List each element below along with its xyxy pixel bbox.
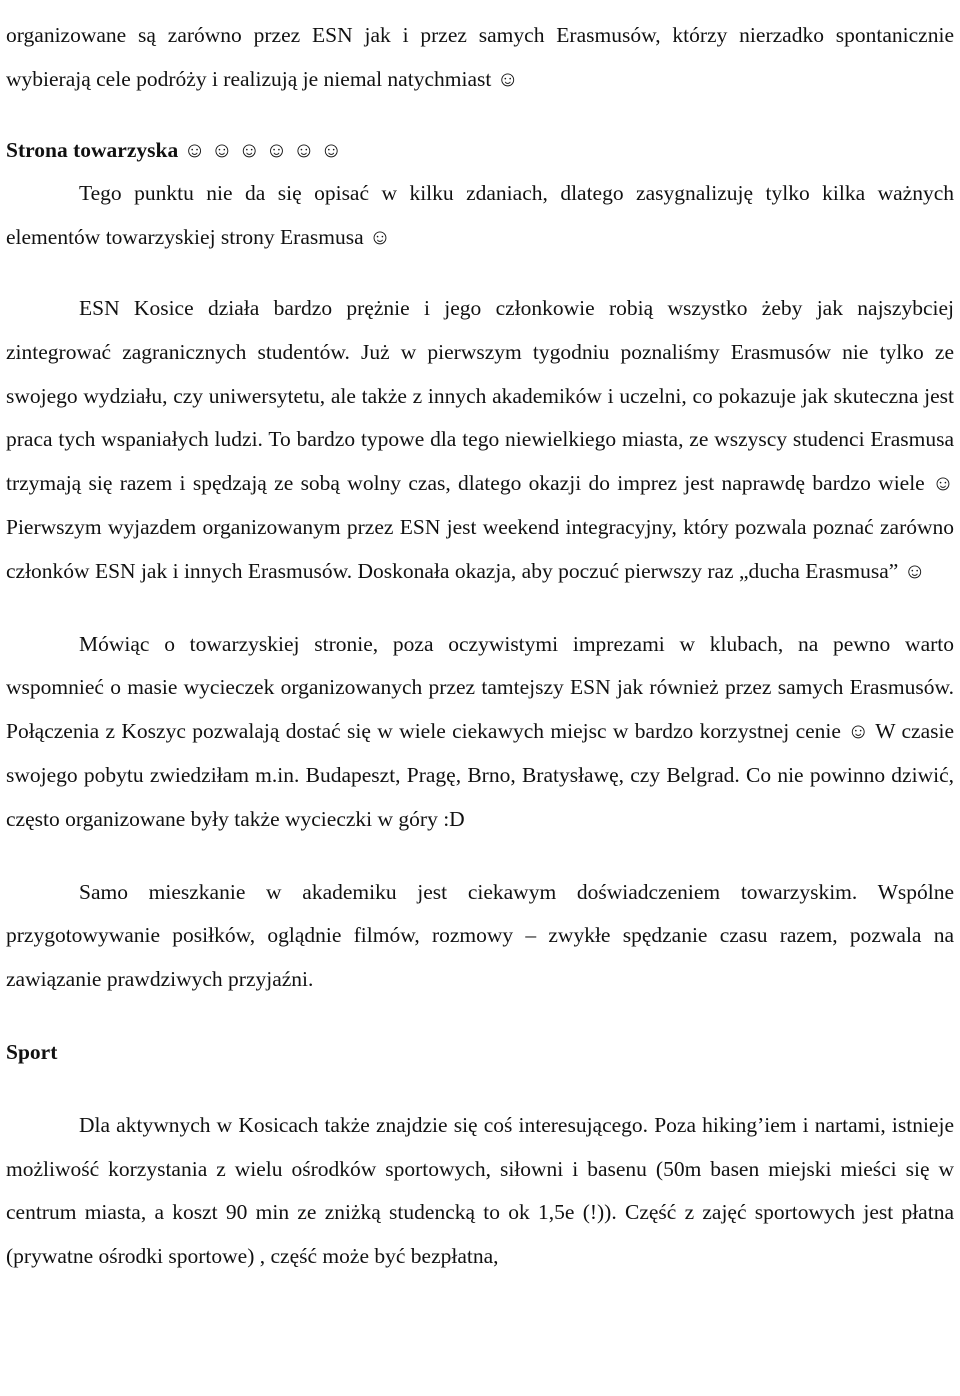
paragraph-social-4: Samo mieszkanie w akademiku jest ciekawym doświadczeniem towarzyskim. Wspólne przygotowywanie posiłków, oglądnie filmów, rozmowy – zwykłe spędzanie czasu razem, pozwala na zawiązanie prawdziwych przyjaźni.	[6, 879, 954, 992]
spacer	[6, 1075, 954, 1104]
paragraph-social-1: Tego punktu nie da się opisać w kilku zdaniach, dlatego zasygnalizuję tylko kilka ważnych elementów towarzyskiej strony Erasmusa ☺	[6, 181, 954, 250]
paragraph-sport-1: Dla aktywnych w Kosicach także znajdzie się coś interesującego. Poza hiking’iem i nartami, istnieje możliwość korzystania z wielu ośrodków sportowych, siłowni i basenu (50m basen miejski mieści się w centrum miasta, a koszt 90 min ze zniżką studencką to ok 1,5e (!)). Część z zajęć sportowych jest płatna (prywatne ośrodki sportowe) , część może być bezpłatna,	[6, 1112, 954, 1269]
spacer	[6, 1002, 954, 1031]
spacer	[6, 260, 954, 287]
spacer	[6, 594, 954, 623]
document-page	[6, 0, 954, 1279]
paragraph-intro: organizowane są zarówno przez ESN jak i przez samych Erasmusów, którzy nierzadko spontanicznie wybierają cele podróży i realizują je niemal natychmiast ☺	[6, 23, 954, 91]
heading-social: Strona towarzyska ☺ ☺ ☺ ☺ ☺ ☺	[6, 137, 343, 162]
heading-sport: Sport	[6, 1039, 58, 1064]
spacer	[6, 842, 954, 871]
paragraph-social-2: ESN Kosice działa bardzo prężnie i jego członkowie robią wszystko żeby jak najszybciej zintegrować zagranicznych studentów. Już w pierwszym tygodniu poznaliśmy Erasmusów nie tylko ze swojego wydziału, czy uniwersytetu, ale także z innych akademików i uczelni, co pokazuje jak skuteczna jest praca tych wspaniałych ludzi. To bardzo typowe dla tego niewielkiego miasta, ze wszyscy studenci Erasmusa trzymają się razem i spędzają ze sobą wolny czas, dlatego okazji do imprez jest naprawdę bardzo wiele ☺ Pierwszym wyjazdem organizowanym przez ESN jest weekend integracyjny, który pozwala poznać zarówno członków ESN jak i innych Erasmusów. Doskonała okazja, aby poczuć pierwszy raz „ducha Erasmusa” ☺	[6, 295, 954, 583]
spacer	[6, 102, 954, 129]
paragraph-social-3: Mówiąc o towarzyskiej stronie, poza oczywistymi imprezami w klubach, na pewno warto wspomnieć o masie wycieczek organizowanych przez tamtejszy ESN jak również przez samych Erasmusów. Połączenia z Koszyc pozwalają dostać się w wiele ciekawych miejsc w bardzo korzystnej cenie ☺ W czasie swojego pobytu zwiedziłam m.in. Budapeszt, Pragę, Brno, Bratysławę, czy Belgrad. Co nie powinno dziwić, często organizowane były także wycieczki w góry :D	[6, 631, 954, 831]
